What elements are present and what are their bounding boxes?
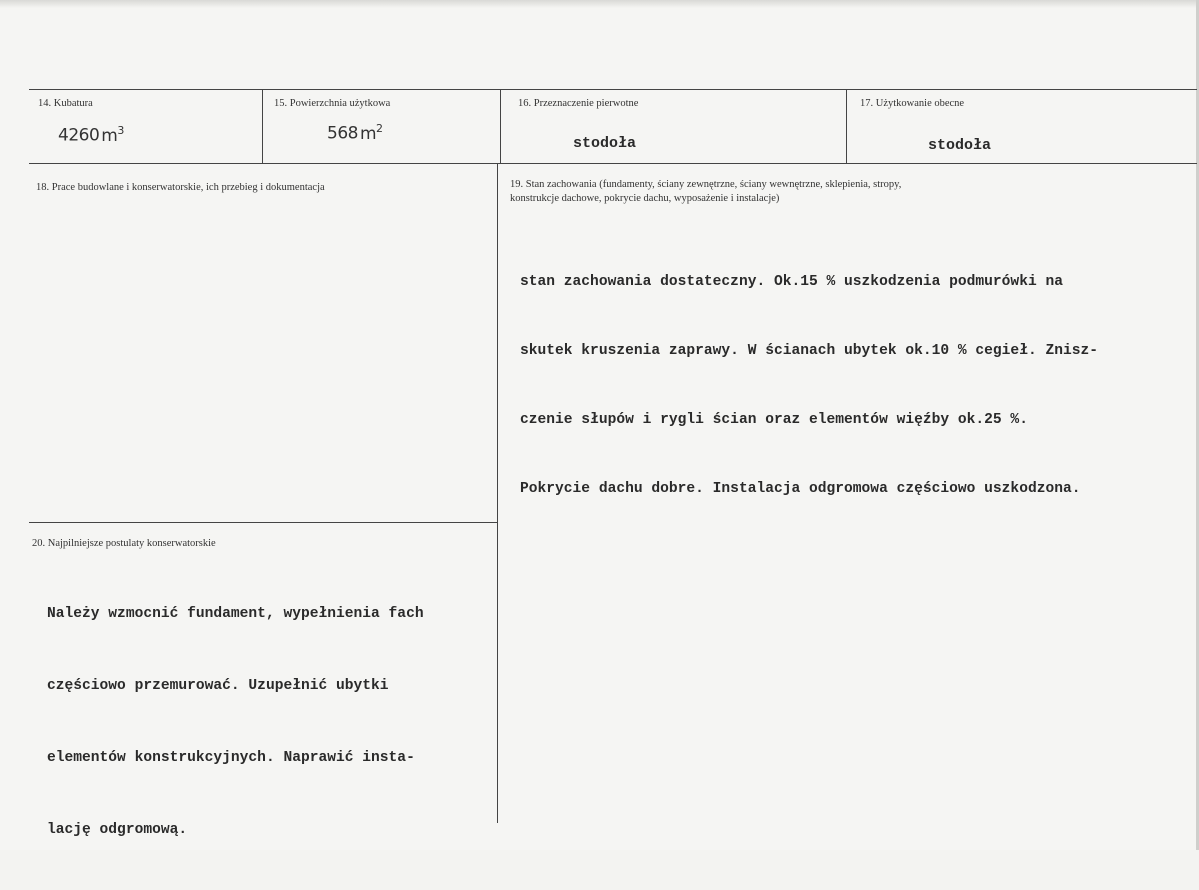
field-20-text-line: elementów konstrukcyjnych. Naprawić insta-	[47, 750, 415, 766]
field-16-value: stodoła	[573, 135, 637, 152]
section-20-top-border	[29, 522, 497, 523]
field-19-text	[520, 225, 1098, 547]
field-14-label: 14. Kubatura	[38, 98, 93, 109]
field-19-text-line: czenie słupów i rygli ścian oraz elementów więźby ok.25 %.	[520, 412, 1028, 428]
field-20-label: 20. Najpilniejsze postulaty konserwatorskie	[32, 538, 216, 549]
divider-14-15	[262, 89, 263, 163]
field-18-label: 18. Prace budowlane i konserwatorskie, ich przebieg i dokumentacja	[36, 182, 325, 193]
field-19-text-line: skutek kruszenia zaprawy. W ścianach ubytek ok.10 % cegieł. Znisz-	[520, 343, 1099, 359]
field-15-unit: m	[359, 123, 377, 144]
row1-bottom-border	[29, 163, 1197, 164]
field-19-text-line: Pokrycie dachu dobre. Instalacja odgromowa częściowo uszkodzona.	[520, 481, 1081, 497]
field-16-label: 16. Przeznaczenie pierwotne	[518, 98, 639, 109]
field-15-unit-exponent: 2	[376, 122, 383, 135]
top-border	[29, 89, 1197, 90]
field-17-label: 17. Użytkowanie obecne	[860, 98, 965, 109]
main-divider	[497, 163, 498, 823]
field-19-label-line1: 19. Stan zachowania (fundamenty, ściany zewnętrzne, ściany wewnętrzne, sklepienia, stropy,	[510, 179, 902, 190]
field-14-value	[58, 124, 124, 146]
field-14-unit-exponent: 3	[117, 124, 124, 137]
field-14-unit: m	[101, 125, 118, 146]
field-15-value	[327, 122, 383, 144]
field-17-value: stodoła	[928, 137, 992, 154]
divider-16-17	[846, 89, 847, 163]
field-20-text	[47, 554, 424, 890]
field-19-text-line: stan zachowania dostateczny. Ok.15 % uszkodzenia podmurówki na	[520, 274, 1063, 290]
divider-15-16	[500, 89, 501, 163]
field-15-number: 568	[327, 123, 358, 144]
field-20-text-line: częściowo przemurować. Uzupełnić ubytki	[47, 678, 389, 694]
field-14-number: 4260	[58, 125, 100, 146]
field-19-label-line2: konstrukcje dachowe, pokrycie dachu, wyposażenie i instalacje)	[510, 193, 780, 204]
field-20-text-line: Należy wzmocnić fundament, wypełnienia fach	[47, 606, 424, 622]
field-15-label: 15. Powierzchnia użytkowa	[274, 98, 391, 109]
scan-edge	[0, 0, 1199, 8]
field-20-text-line: lację odgromową.	[47, 822, 188, 838]
